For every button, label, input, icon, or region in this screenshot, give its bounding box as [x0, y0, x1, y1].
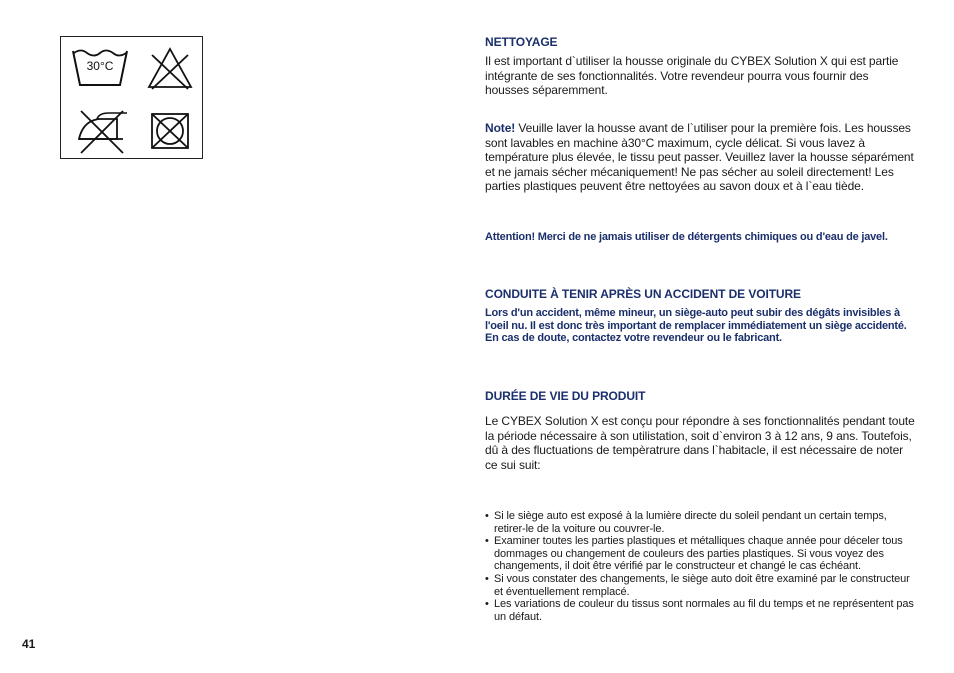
do-not-bleach-icon: [145, 45, 195, 91]
note-label: Note!: [485, 121, 516, 135]
cleaning-note: [485, 121, 915, 194]
list-item: • Les variations de couleur du tissus sont normales au fil du temps et ne représentent pas un défaut.: [485, 598, 915, 623]
list-item: • Si vous constater des changements, le siège auto doit être examiné par le constructeur et éventuellement remplacé.: [485, 573, 915, 598]
lifetime-heading: DURÉE DE VIE DU PRODUIT: [485, 389, 646, 403]
care-symbols-box: [60, 36, 203, 159]
accident-text: Lors d'un accident, même mineur, un siège-auto peut subir des dégâts invisibles à l'oeil nu. Il est donc très important de remplacer immédiatement un siège accidenté. En cas de doute, contactez votre revendeur ou le fabricant.: [485, 307, 907, 345]
note-text: Veuille laver la housse avant de l`utiliser pour la première fois. Les housses sont lavables en machine à30°C maximum, cycle délicat. Si vous lavez à température plus élevée, le tissu peut passer. Veuillez laver la housse séparément et ne jamais sécher mécaniquement! Ne pas sécher au soleil directement! Les parties plastiques peuvent être nettoyées au savon doux et à l`eau tiède.: [485, 121, 914, 193]
bullet-list: [485, 510, 915, 623]
do-not-iron-icon: [69, 105, 133, 155]
cleaning-intro: Il est important d`utiliser la housse originale du CYBEX Solution X qui est partie intégrante de ses fonctionnalités. Votre revendeur pourra vous fournir des housses séparemment.: [485, 54, 899, 97]
cleaning-heading: NETTOYAGE: [485, 35, 558, 49]
list-item: • Si le siège auto est exposé à la lumière directe du soleil pendant un certain temps, retirer-le de la voiture ou couvrer-le.: [485, 510, 915, 535]
page-number: 41: [22, 637, 36, 651]
attention-warning: Attention! Merci de ne jamais utiliser de détergents chimiques ou d'eau de javel.: [485, 231, 888, 243]
do-not-tumble-dry-icon: [149, 111, 191, 151]
lifetime-bullets: [485, 510, 915, 623]
lifetime-text: Le CYBEX Solution X est conçu pour répondre à ses fonctionnalités pendant toute la période nécessaire à son utilistation, soit d`environ 3 à 12 ans, 9 ans. Toutefois, dû à des fluctuations de tempèratrure dans l`habitacle, il est nécessaire de noter ce sui suit:: [485, 414, 915, 472]
wash-temp-label: 30°C: [86, 59, 114, 73]
wash-30-icon: [71, 45, 129, 89]
list-item: • Examiner toutes les parties plastiques et métalliques chaque année pour déceler tous dommages ou changement de couleurs des parties plastiques. Si vous voyez des changements, il doit être vérifié par le constructeur et changé le cas échéant.: [485, 535, 915, 573]
accident-heading: CONDUITE À TENIR APRÈS UN ACCIDENT DE VOITURE: [485, 287, 801, 301]
